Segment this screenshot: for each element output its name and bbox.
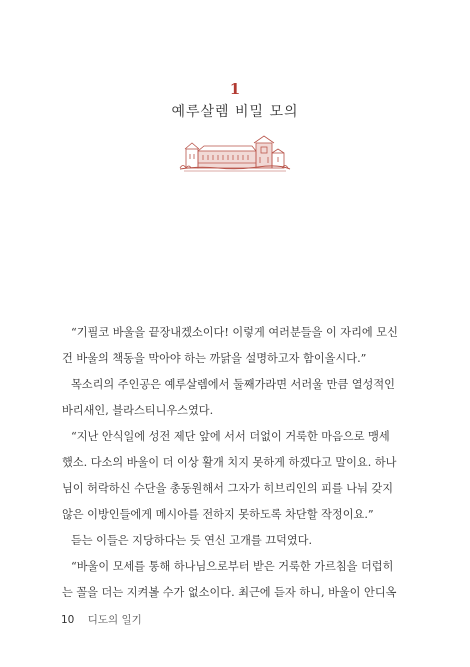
body-line: “기필코 바울을 끝장내겠소이다! 이렇게 여러분들을 이 자리에 모신	[71, 326, 398, 339]
body-line: 건 바울의 책동을 막아야 하는 까닭을 설명하고자 함이올시다.”	[62, 352, 367, 365]
body-line: 듣는 이들은 지당하다는 듯 연신 고개를 끄덕였다.	[71, 534, 313, 547]
body-line: 바리새인, 블라스티니우스였다.	[62, 404, 214, 417]
body-line: 목소리의 주인공은 예루살렘에서 둘째가라면 서러울 만큼 열성적인	[71, 378, 395, 391]
chapter-title: 예루살렘 비밀 모의	[171, 104, 299, 120]
chapter-number: 1	[229, 80, 241, 98]
page-footer	[61, 612, 142, 627]
body-line: “지난 안식일에 성전 제단 앞에 서서 더없이 거룩한 마음으로 맹세	[71, 430, 390, 443]
running-book-title: 디도의 일기	[87, 614, 142, 626]
body-line: 않은 이방인들에게 메시아를 전하지 못하도록 차단할 작정이요.”	[62, 508, 374, 521]
chapter-body	[62, 320, 411, 606]
page-number: 10	[61, 614, 75, 626]
body-line: 했소. 다소의 바울이 더 이상 활개 치지 못하게 하겠다고 말이요. 하나	[62, 456, 397, 469]
body-line: 님이 허락하신 수단을 총동원해서 그자가 히브리인의 피를 나눠 갖지	[62, 482, 394, 495]
body-line: “바울이 모세를 통해 하나님으로부터 받은 거룩한 가르침을 더럽히	[71, 560, 394, 573]
building-illustration-icon	[178, 135, 292, 173]
body-line: 는 꼴을 더는 지켜볼 수가 없소이다. 최근에 듣자 하니, 바울이 안디옥	[62, 586, 397, 599]
